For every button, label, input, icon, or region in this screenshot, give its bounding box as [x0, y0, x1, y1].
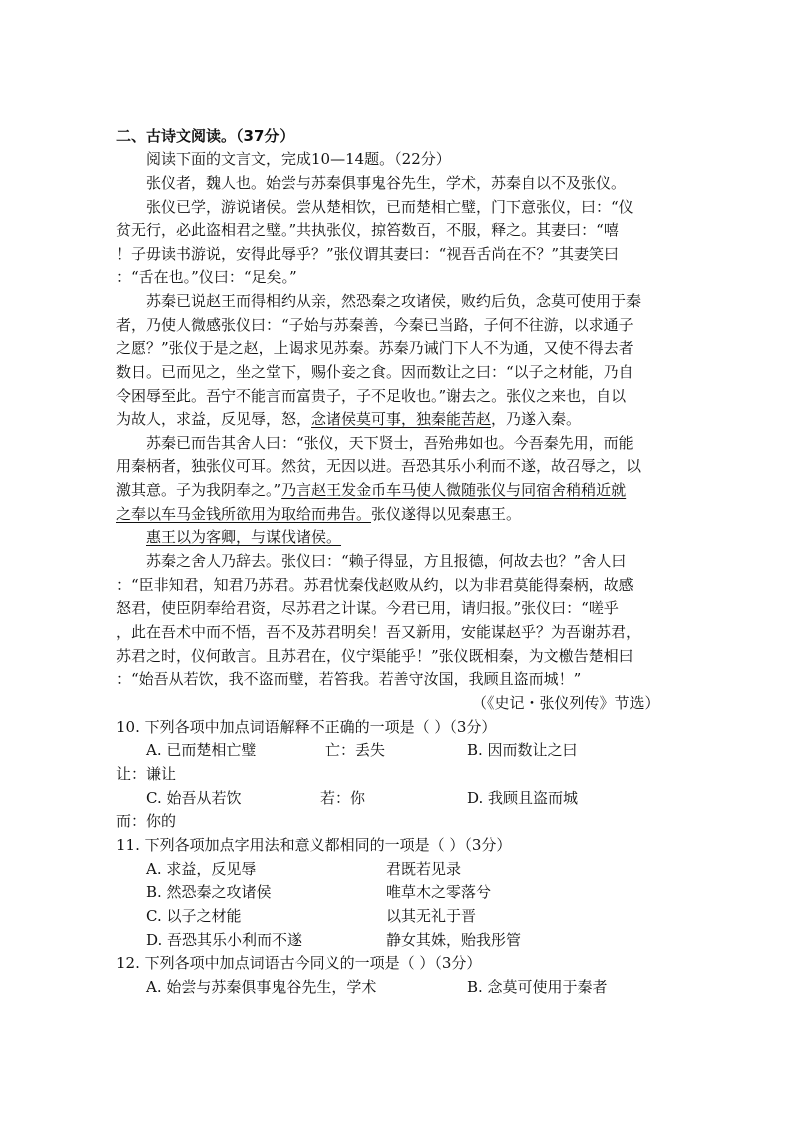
reading-instruction: 阅读下面的文言文，完成10—14题。（22分） [146, 150, 451, 168]
option-c-left: C. 以子之材能 [146, 907, 242, 925]
option-b-text: B. 因而数让之曰 [467, 741, 578, 759]
passage-text: 激其意。子为我阴奉之。” [116, 481, 282, 499]
passage-line: 苏秦已而告其舍人曰：“张仪，天下贤士，吾殆弗如也。今吾秦先用，而能 [146, 434, 634, 452]
passage-text: 为故人，求益，反见辱，怒， [116, 410, 312, 428]
passage-line: 张仪者，魏人也。始尝与苏秦俱事鬼谷先生，学术，苏秦自以不及张仪。 [146, 174, 627, 192]
option-d-left: D. 吾恐其乐小利而不遂 [146, 931, 303, 949]
passage-line: 张仪已学，游说诸侯。尝从楚相饮，已而楚相亡璧，门下意张仪，曰：“仪 [146, 198, 634, 216]
option-a-text: A. 已而楚相亡璧 [146, 741, 257, 759]
section-title: 二、古诗文阅读。（37分） [116, 127, 295, 145]
question-stem: 10. 下列各项中加点词语解释不正确的一项是（ ）（3分） [116, 718, 497, 736]
passage-text: ，乃遂入秦。 [491, 410, 582, 428]
passage-line: 者，乃使人微感张仪曰：“子始与苏秦善，今秦已当路，子何不往游，以求通子 [116, 316, 634, 334]
option-b-gloss: 让：谦让 [116, 765, 177, 783]
passage-line [116, 503, 521, 525]
underlined-sentence: 惠王以为客卿，与谋伐诸侯。 [146, 528, 342, 546]
option-d-gloss: 而：你的 [116, 812, 177, 830]
underlined-sentence: 念诸侯莫可事，独秦能苦赵 [311, 410, 492, 428]
option-b: B. 念莫可使用于秦者 [467, 978, 608, 996]
option-b-left: B. 然恐秦之攻诸侯 [146, 883, 272, 901]
passage-line [116, 479, 626, 501]
option-a-right: 君既若见录 [386, 860, 462, 878]
passage-line: 之愿？”张仪于是之赵，上谒求见苏秦。苏秦乃诫门下人不为通，又使不得去者 [116, 339, 634, 357]
option-a: A. 始尝与苏秦俱事鬼谷先生，学术 [146, 978, 377, 996]
passage-line: ！子毋读书游说，安得此辱乎？”张仪谓其妻曰：“视吾舌尚在不？”其妻笑曰 [116, 245, 620, 263]
question-stem: 11. 下列各项加点字用法和意义都相同的一项是（ ）（3分） [116, 836, 512, 854]
passage-line: 苏秦已说赵王而得相约从亲，然恐秦之攻诸侯，败约后负，念莫可使用于秦 [146, 292, 642, 310]
passage-line: 令困辱至此。吾宁不能言而富贵子，子不足收也。”谢去之。张仪之来也，自以 [116, 387, 627, 405]
option-d-text: D. 我顾且盗而城 [467, 789, 579, 807]
passage-line: ：“臣非知君，知君乃苏君。苏君忧秦伐赵败从约，以为非君莫能得秦柄，故感 [116, 576, 634, 594]
option-c-text: C. 始吾从若饮 [146, 789, 242, 807]
passage-line: ，此在吾术中而不悟，吾不及苏君明矣！吾又新用，安能谋赵乎？为吾谢苏君， [116, 623, 642, 641]
passage-text: 张仪遂得以见秦惠王。 [371, 505, 522, 523]
passage-line: ：“始吾从若饮，我不盗而璧，若笞我。若善守汝国，我顾且盗而城！” [116, 670, 582, 688]
passage-line: 用秦柄者，独张仪可耳。然贫，无因以进。吾恐其乐小利而不遂，故召辱之，以 [116, 457, 642, 475]
option-a-left: A. 求益，反见辱 [146, 860, 257, 878]
option-a-gloss: 亡：丢失 [325, 741, 386, 759]
passage-line: 苏秦之舍人乃辞去。张仪曰：“赖子得显，方且报德，何故去也？”舍人曰 [146, 552, 627, 570]
option-d-right: 静女其姝，贻我彤管 [386, 931, 522, 949]
passage-source: （《史记・张仪列传》节选） [472, 694, 660, 712]
option-c-right: 以其无礼于晋 [386, 907, 477, 925]
option-c-gloss: 若：你 [320, 789, 366, 807]
passage-line: 苏君之时，仪何敢言。且苏君在，仪宁渠能乎！”张仪既相秦，为文檄告楚相曰 [116, 647, 634, 665]
passage-line: 数日。已而见之，坐之堂下，赐仆妾之食。因而数让之曰：“以子之材能，乃自 [116, 363, 634, 381]
option-b-right: 唯草木之零落兮 [386, 883, 492, 901]
question-stem: 12. 下列各项中加点词语古今同义的一项是（ ）（3分） [116, 954, 482, 972]
passage-line: 怒君，使臣阴奉给君资，尽苏君之计谋。今君已用，请归报。”张仪曰：“嗟乎 [116, 599, 619, 617]
underlined-sentence: 之奉以车马金钱所欲用为取给而弗告。 [116, 505, 372, 523]
underlined-sentence: 乃言赵王发金币车马使人微随张仪与同宿舍稍稍近就 [281, 481, 627, 499]
passage-line: ：“舌在也。”仪曰：“足矣。” [116, 268, 297, 286]
passage-line [146, 526, 341, 548]
passage-line: 贫无行，必此盗相君之璧。”共执张仪，掠笞数百，不服，释之。其妻曰：“嘻 [116, 221, 619, 239]
passage-line [116, 408, 581, 430]
